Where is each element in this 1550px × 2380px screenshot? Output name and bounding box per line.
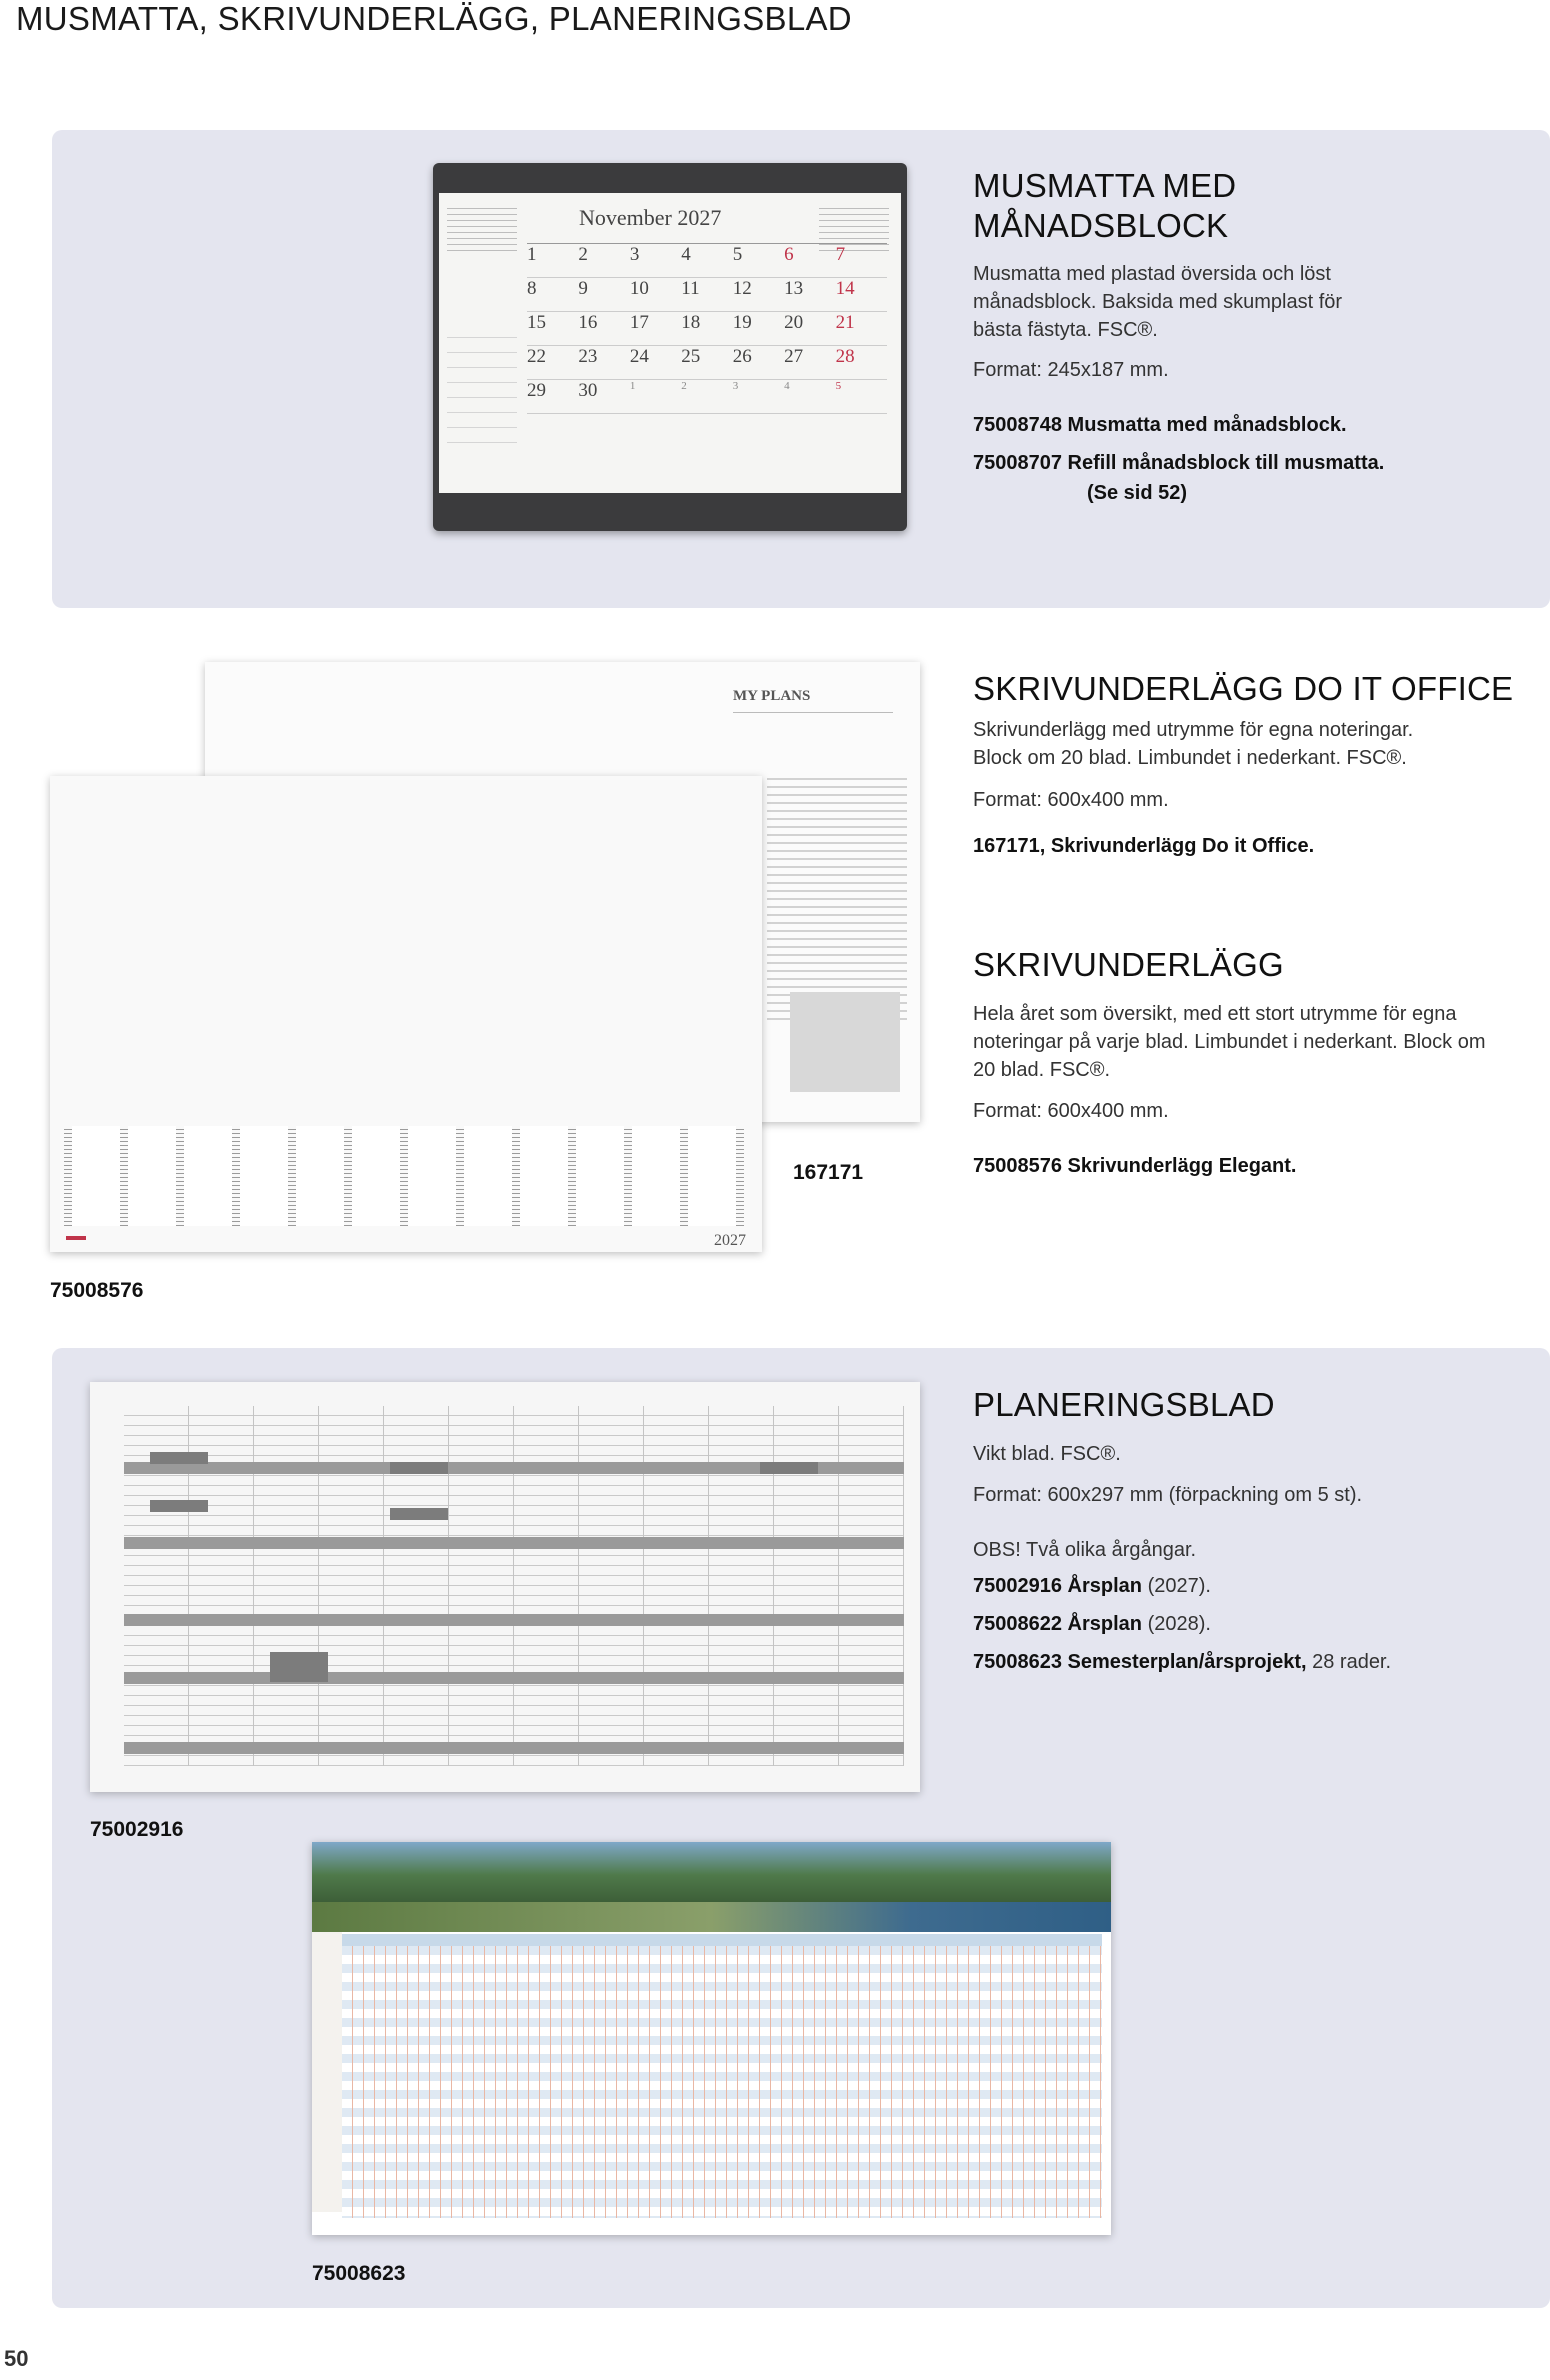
planeringsblad-item	[973, 1572, 1211, 1600]
day-cell: 9	[578, 278, 629, 312]
calendar-month-title: November 2027	[579, 205, 722, 230]
day-cell: 25	[681, 346, 732, 380]
planeringsblad-description: Vikt blad. FSC®.	[973, 1443, 1121, 1465]
day-cell: 2	[578, 244, 629, 278]
musmatta-description: Musmatta med plastad översida och löst månadsblock. Baksida med skumplast för bästa fästyta. FSC®.	[973, 263, 1343, 341]
product-code: 75008623 Semesterplan/årsprojekt,	[973, 1651, 1307, 1673]
musmatta-image	[433, 163, 907, 531]
day-cell: 4	[681, 244, 732, 278]
day-cell: 12	[733, 278, 784, 312]
day-cell: 26	[733, 346, 784, 380]
day-cell: 15	[527, 312, 578, 346]
day-cell: 24	[630, 346, 681, 380]
day-cell: 20	[784, 312, 835, 346]
page-number: 50	[4, 2346, 29, 2371]
skrivunderlagg-description: Hela året som översikt, med ett stort utrymme för egna noteringar på varje blad. Limbundet i nederkant. Block om 20 blad. FSC®.	[973, 1003, 1486, 1081]
day-cell: 21	[836, 312, 887, 346]
day-cell: 19	[733, 312, 784, 346]
musmatta-product-1: 75008748 Musmatta med månadsblock.	[973, 414, 1347, 436]
day-cell: 16	[578, 312, 629, 346]
do-it-office-format: Format: 600x400 mm.	[973, 789, 1169, 811]
day-cell: 1	[527, 244, 578, 278]
planeringsblad-item	[973, 1610, 1211, 1638]
planeringsblad-note: OBS! Två olika årgångar.	[973, 1539, 1197, 1561]
day-cell: 6	[784, 244, 835, 278]
day-cell: 5	[733, 244, 784, 278]
my-plans-label: MY PLANS	[733, 688, 811, 704]
do-it-office-product: 167171, Skrivunderlägg Do it Office.	[973, 835, 1315, 857]
day-cell: 2	[681, 380, 732, 414]
day-cell: 4	[784, 380, 835, 414]
day-cell: 23	[578, 346, 629, 380]
do-it-office-description: Skrivunderlägg med utrymme för egna noteringar. Block om 20 blad. Limbundet i nederkant. FSC®.	[973, 719, 1414, 769]
arsplan-image	[90, 1382, 920, 1792]
day-cell: 8	[527, 278, 578, 312]
musmatta-product-2: 75008707 Refill månadsblock till musmatta.	[973, 452, 1385, 474]
do-it-office-sku: 167171	[793, 1161, 864, 1184]
day-cell: 13	[784, 278, 835, 312]
day-cell: 3	[733, 380, 784, 414]
day-cell: 3	[630, 244, 681, 278]
day-cell: 30	[578, 380, 629, 414]
day-cell: 27	[784, 346, 835, 380]
day-cell: 14	[836, 278, 887, 312]
day-cell: 29	[527, 380, 578, 414]
skrivunderlagg-image	[50, 776, 762, 1252]
planeringsblad-item	[973, 1648, 1391, 1676]
planeringsblad-title: PLANERINGSBLAD	[973, 1386, 1275, 1423]
day-cell: 10	[630, 278, 681, 312]
skrivunderlagg-format: Format: 600x400 mm.	[973, 1100, 1169, 1122]
day-cell: 11	[681, 278, 732, 312]
product-suffix: (2028).	[1142, 1613, 1211, 1635]
skrivunderlagg-title: SKRIVUNDERLÄGG	[973, 946, 1284, 983]
page-title: MUSMATTA, SKRIVUNDERLÄGG, PLANERINGSBLAD	[16, 0, 852, 37]
arsplan-sku: 75002916	[90, 1818, 184, 1841]
do-it-office-title: SKRIVUNDERLÄGG DO IT OFFICE	[973, 670, 1514, 707]
skrivunderlagg-year: 2027	[714, 1232, 746, 1249]
musmatta-product-2-note: (Se sid 52)	[1087, 482, 1188, 504]
semesterplan-image	[312, 1842, 1111, 2235]
planeringsblad-format: Format: 600x297 mm (förpackning om 5 st).	[973, 1484, 1363, 1506]
musmatta-title: MUSMATTA MED MÅNADSBLOCK	[973, 167, 1237, 244]
product-suffix: 28 rader.	[1306, 1651, 1392, 1673]
product-suffix: (2027).	[1142, 1575, 1211, 1597]
skrivunderlagg-sku: 75008576	[50, 1279, 144, 1302]
day-cell: 1	[630, 380, 681, 414]
day-cell: 22	[527, 346, 578, 380]
skrivunderlagg-product: 75008576 Skrivunderlägg Elegant.	[973, 1155, 1297, 1177]
musmatta-format: Format: 245x187 mm.	[973, 359, 1169, 381]
product-code: 75002916 Årsplan	[973, 1575, 1143, 1597]
semesterplan-sku: 75008623	[312, 2262, 406, 2285]
calendar-grid	[527, 243, 887, 484]
product-code: 75008622 Årsplan	[973, 1613, 1143, 1635]
day-cell: 7	[836, 244, 887, 278]
day-cell: 17	[630, 312, 681, 346]
day-cell: 28	[836, 346, 887, 380]
day-cell: 18	[681, 312, 732, 346]
day-cell: 5	[836, 380, 887, 414]
